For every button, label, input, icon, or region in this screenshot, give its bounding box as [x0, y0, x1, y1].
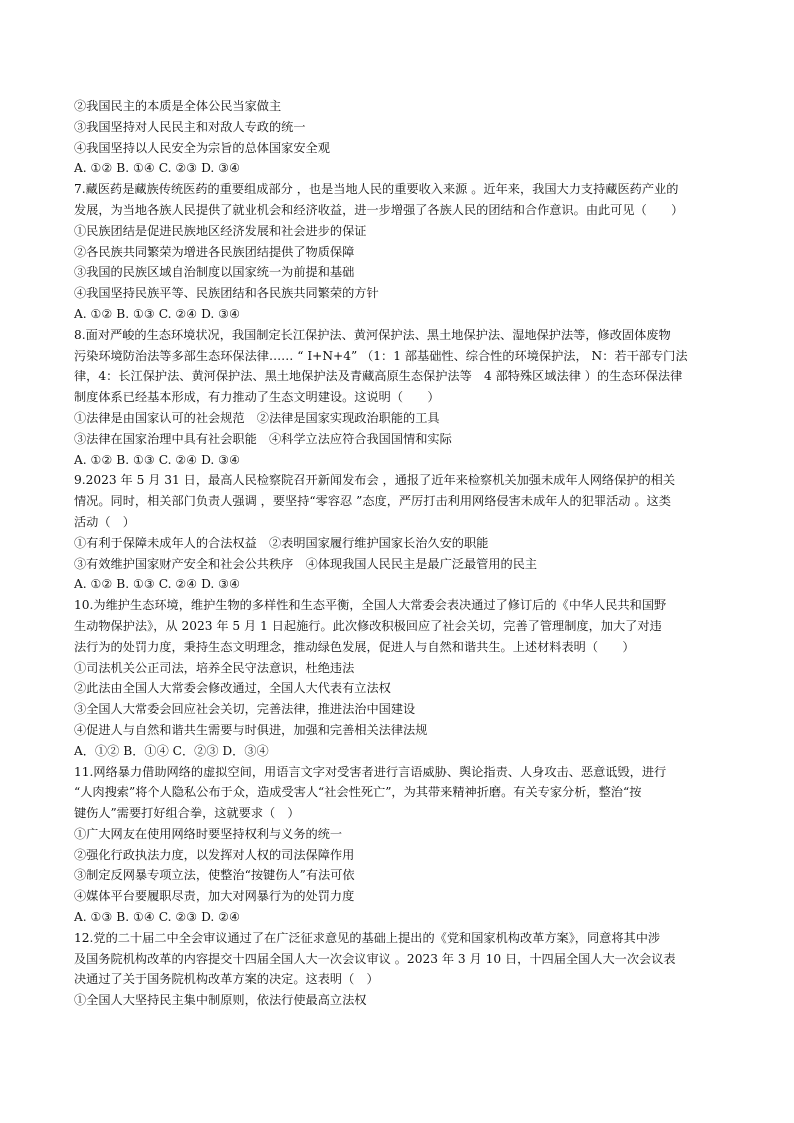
- option-line: ④我国坚持民族平等、民族团结和各民族共同繁荣的方针: [74, 286, 379, 301]
- option-line: ④我国坚持以人民安全为宗旨的总体国家安全观: [74, 140, 330, 155]
- option-line: ④促进人与自然和谐共生需要与时俱进，加强和完善相关法律法规: [74, 722, 428, 737]
- question-text-line: 11.网络暴力借助网络的虚拟空间，用语言文字对受害者进行言语威胁、舆论指责、人身攻击、恶意诋毁，进行: [74, 764, 667, 779]
- question-text-line: 情况。同时，相关部门负责人强调 ，要坚持“零容忍 ”态度，严厉打击利用网络侵害未成年人的犯罪活动 。这类: [74, 494, 671, 509]
- answer-choices-line: A. ①② B. ①③ C. ②④ D. ③④: [74, 452, 241, 467]
- option-line: ①全国人大坚持民主集中制原则，依法行使最高立法权: [74, 993, 367, 1008]
- question-text-line: 12.党的二十届二中全会审议通过了在广泛征求意见的基础上提出的《党和国家机构改革方案》，同意将其中涉: [74, 930, 661, 945]
- answer-choices-line: A. ①② B. ①④ C. ②③ D. ③④: [74, 161, 241, 176]
- option-line: ②此法由全国人大常委会修改通过，全国人大代表有立法权: [74, 681, 391, 696]
- question-text-line: 决通过了关于国务院机构改革方案的决定。这表明（ ）: [74, 972, 379, 987]
- option-line: ③我国坚持对人民民主和对敌人专政的统一: [74, 119, 306, 134]
- question-text-line: 活动（ ）: [74, 514, 135, 529]
- option-line: ③我国的民族区域自治制度以国家统一为前提和基础: [74, 265, 355, 280]
- question-text-line: 律，4：长江保护法、黄河保护法、黑土地保护法及青藏高原生态保护法等 4 部特殊区域法律 ）的生态环保法律: [74, 369, 683, 384]
- option-line: ②强化行政执法力度，以发挥对人权的司法保障作用: [74, 847, 355, 862]
- question-text-line: 7.藏医药是藏族传统医药的重要组成部分 ，也是当地人民的重要收入来源 。近年来，我国大力支持藏医药产业的: [74, 182, 679, 197]
- option-line: ④媒体平台要履职尽责，加大对网暴行为的处罚力度: [74, 889, 355, 904]
- question-text-line: 法行为的处罚力度，秉持生态文明理念，推动绿色发展，促进人与自然和谐共生。上述材料表明（ ）: [74, 639, 635, 654]
- question-text-line: “人肉搜索”将个人隐私公布于众，造成受害人“社会性死亡”，为其带来精神折磨。有关专家分析，整治“按: [74, 785, 642, 800]
- question-text-line: 9.2023 年 5 月 31 日，最高人民检察院召开新闻发布会 ，通报了近年来检察机关加强未成年人网络保护的相关: [74, 473, 676, 488]
- question-text-line: 制度体系已经基本形成，有力推动了生态文明建设。这说明（ ）: [74, 390, 440, 405]
- question-text-line: 8.面对严峻的生态环境状况，我国制定长江保护法、黄河保护法、黑土地保护法、湿地保护法等，修改固体废物: [74, 327, 671, 342]
- option-line: ③全国人大常委会回应社会关切，完善法律，推进法治中国建设: [74, 702, 416, 717]
- option-line: ③法律在国家治理中具有社会职能 ④科学立法应符合我国国情和实际: [74, 431, 452, 446]
- answer-choices-line: A．①② B．①④ C．②③ D．③④: [74, 743, 269, 758]
- answer-choices-line: A. ①③ B. ①④ C. ②③ D. ②④: [74, 910, 241, 925]
- question-text-line: 发展，为当地各族人民提供了就业机会和经济收益，进一步增强了各族人民的团结和合作意识。由此可见（ ）: [74, 202, 684, 217]
- option-line: ③有效维护国家财产安全和社会公共秩序 ④体现我国人民民主是最广泛最管用的民主: [74, 556, 538, 571]
- answer-choices-line: A. ①② B. ①③ C. ②④ D. ③④: [74, 577, 241, 592]
- option-line: ①有利于保障未成年人的合法权益 ②表明国家履行维护国家长治久安的职能: [74, 535, 489, 550]
- answer-choices-line: A. ①② B. ①③ C. ②④ D. ③④: [74, 306, 241, 321]
- document-page: [74, 96, 724, 1011]
- option-line: ①司法机关公正司法，培养全民守法意识，杜绝违法: [74, 660, 355, 675]
- option-line: ③制定反网暴专项立法，使整治“按键伤人”有法可依: [74, 868, 355, 883]
- question-text-line: 键伤人”需要打好组合拳，这就要求（ ）: [74, 806, 300, 821]
- option-line: ②各民族共同繁荣为增进各民族团结提供了物质保障: [74, 244, 355, 259]
- option-line: ①民族团结是促进民族地区经济发展和社会进步的保证: [74, 223, 367, 238]
- option-line: ①广大网友在使用网络时要坚持权利与义务的统一: [74, 826, 343, 841]
- question-text-line: 及国务院机构改革的内容提交十四届全国人大一次会议审议 。2023 年 3 月 10 日，十四届全国人大一次会议表: [74, 951, 676, 966]
- option-line: ②我国民主的本质是全体公民当家做主: [74, 99, 282, 113]
- question-text-line: 生动物保护法》，从 2023 年 5 月 1 日起施行。此次修改积极回应了社会关切，完善了管理制度，加大了对违: [74, 618, 662, 633]
- option-line: ①法律是由国家认可的社会规范 ②法律是国家实现政治职能的工具: [74, 410, 440, 425]
- question-text-line: 10.为维护生态环境，维护生物的多样性和生态平衡，全国人大常委会表决通过了修订后的《中华人民共和国野: [74, 598, 667, 613]
- question-text-line: 污染环境防治法等多部生态环保法律…… “ I+N+4” （1：1 部基础性、综合性的环境保护法， N：若干部专门法: [74, 348, 688, 363]
